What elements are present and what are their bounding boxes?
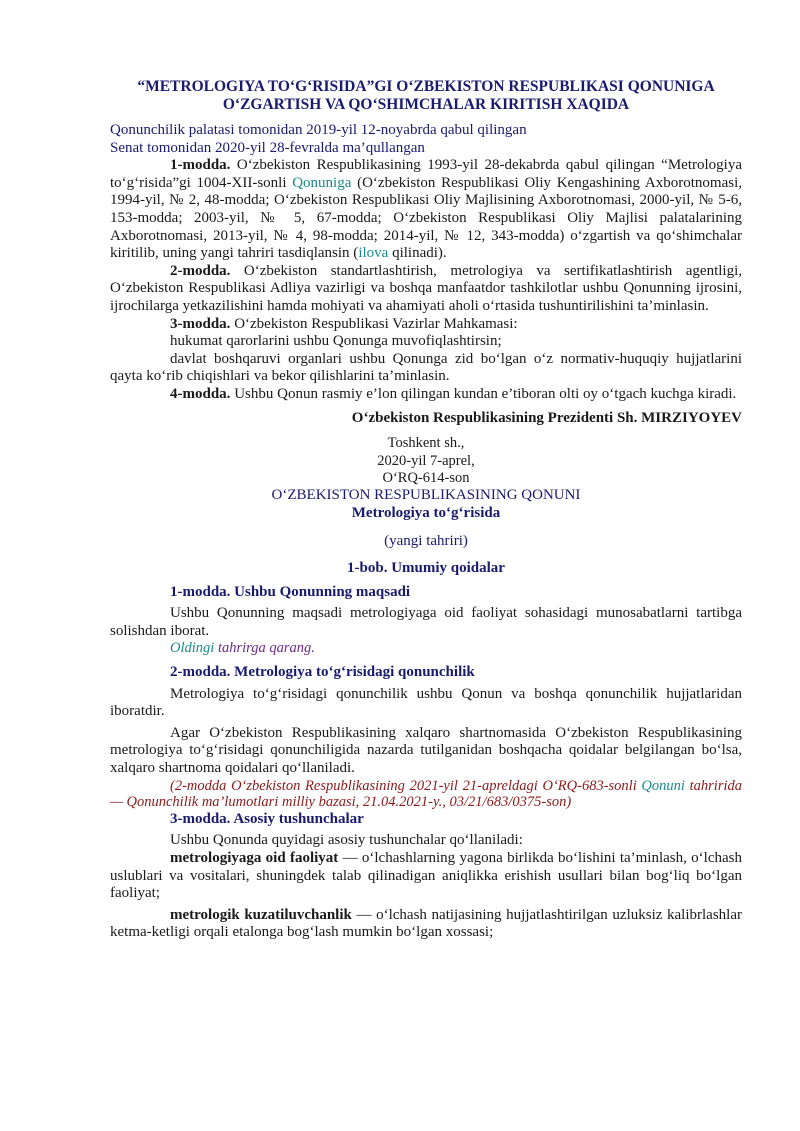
previous-edition-note: Oldingi tahrirga qarang. [170,640,315,657]
law-number: O‘RQ-614-son [382,469,470,486]
adopted-legislative-chamber: Qonunchilik palatasi tomonidan 2019-yil 12-noyabrda qabul qilingan [110,122,527,138]
president-signature: O‘zbekiston Respublikasining Prezidenti Sh. MIRZIYOYEV [351,409,742,426]
signing-place-date [110,435,742,487]
section-2-text-2: Agar O‘zbekiston Respublikasining xalqaro shartnomasida O‘zbekiston Respublikasining metrologiya to‘g‘risidagi qonunchiligida nazarda tutilganidan boshqacha qoidalar belgilangan bo‘lsa, xalqaro shartnoma qoidalari qo‘llaniladi. [110,724,742,777]
amendment-article-2: 2-modda. O‘zbekiston standartlashtirish, metrologiya va sertifikatlashtirish agentligi, O‘zbekiston Respublikasi Adliya vazirligi va boshqa manfaatdor tashkilotlar ushbu Qonunning ijrosini, ijrochilarga yetkazilishini hamda mohiyati va ahamiyati aholi o‘rtasida tushuntirilishini ta’minlasin. [110,262,742,314]
title-line-1: “METROLOGIYA TO‘G‘RISIDA”GI O‘ZBEKISTON RESPUBLIKASI QONUNIGA [137,78,715,95]
definition-2: metrologik kuzatiluvchanlik — o‘lchash natijasining hujjatlashtirilgan uzluksiz kalibrlashlar ketma-ketligi orqali etalonga bog‘lash mumkin bo‘lgan xossasi; [110,906,742,941]
section-1-heading: 1-modda. Ushbu Qonunning maqsadi [170,583,411,600]
chapter-heading: 1-bob. Umumiy qoidalar [347,560,505,577]
signing-city: Toshkent sh., [387,435,465,452]
section-3-intro: Ushbu Qonunda quyidagi asosiy tushunchalar qo‘llaniladi: [170,832,523,849]
article-label: 3-modda. [170,315,231,332]
amendment-article-1: 1-modda. O‘zbekiston Respublikasining 1993-yil 28-dekabrda qabul qilingan “Metrologiya to‘g‘risida”gi 1004-XII-sonli Qonuniga (O‘zbekiston Respublikasi Oliy Kengashining Axborotnomasi, 1994-yil, № 2, 48-modda; O‘zbekiston Respublikasi Oliy Majlisining Axborotnomasi, 2000-yil, № 5-6, 153-modda; 2003-yil, № 5, 67-modda; O‘zbekiston Respublikasi Oliy Majlisi palatalarining Axborotnomasi, 2013-yil, № 4, 98-modda; 2014-yil, № 12, 343-modda) o‘zgartish va qo‘shimchalar kiritilib, uning yangi tahriri tasdiqlansin (ilova qilinadi). [110,157,742,262]
article-3-item-2: davlat boshqaruvi organlari ushbu Qonunga zid bo‘lgan o‘z normativ-huquqiy hujjatlarini qayta ko‘rib chiqishlari va bekor qilishlarini ta’minlasin. [110,350,742,385]
document-page [110,70,742,942]
section-2-heading: 2-modda. Metrologiya to‘g‘risidagi qonunchilik [170,664,475,681]
law-subject: Metrologiya to‘g‘risida [351,504,501,521]
title-line-2: O‘ZGARTISH VA QO‘SHIMCHALAR KIRITISH XAQIDA [222,96,630,113]
law-link[interactable]: Qonuniga [292,174,352,191]
signing-date: 2020-yil 7-aprel, [377,452,475,469]
term: metrologiyaga oid faoliyat [170,850,339,866]
adoption-info [110,122,742,157]
section-1-text: Ushbu Qonunning maqsadi metrologiyaga oid faoliyat sohasidagi munosabatlarni tartibga solishdan iborat. [110,605,742,639]
section-2-text-1: Metrologiya to‘g‘risidagi qonunchilik ushbu Qonun va boshqa qonunchilik hujjatlaridan iboratdir. [110,685,742,720]
edition-label: (yangi tahriri) [384,532,468,549]
term: metrologik kuzatiluvchanlik [170,906,352,923]
article-label: 4-modda. [170,385,231,402]
approved-senate: Senat tomonidan 2020-yil 28-fevralda ma’qullangan [110,139,425,156]
previous-edition-link[interactable]: Oldingi [170,640,215,657]
document-title [110,78,742,114]
article-3-item-1: hukumat qarorlarini ushbu Qonunga muvofiqlashtirsin; [170,333,502,350]
definition-1: metrologiyaga oid faoliyat — o‘lchashlarning yagona birlikda bo‘lishini ta’minlash, o‘lchash uslublari va vositalari, shuningdek talab qilinadigan aniqlikka erishish usullari bilan bog‘liq bo‘lgan faoliyat; [110,850,742,902]
amendment-article-4: 4-modda. Ushbu Qonun rasmiy e’lon qilingan kundan e’tiboran olti oy o‘tgach kuchga kiradi. [170,385,737,402]
annex-link[interactable]: ilova [358,245,389,262]
amending-law-link[interactable]: Qonuni [641,777,685,794]
edition-note: (2-modda O‘zbekiston Respublikasining 2021-yil 21-apreldagi O‘RQ-683-sonli Qonuni tahririda — Qonunchilik ma’lumotlari milliy bazasi, 21.04.2021-y., 03/21/683/0375-son) [110,777,742,811]
section-3-heading: 3-modda. Asosiy tushunchalar [170,810,364,827]
article-label: 1-modda. [170,157,231,174]
amendment-article-3: 3-modda. O‘zbekiston Respublikasi Vazirlar Mahkamasi: [170,315,518,332]
law-heading: O‘ZBEKISTON RESPUBLIKASINING QONUNI [271,487,581,504]
article-label: 2-modda. [170,262,231,279]
